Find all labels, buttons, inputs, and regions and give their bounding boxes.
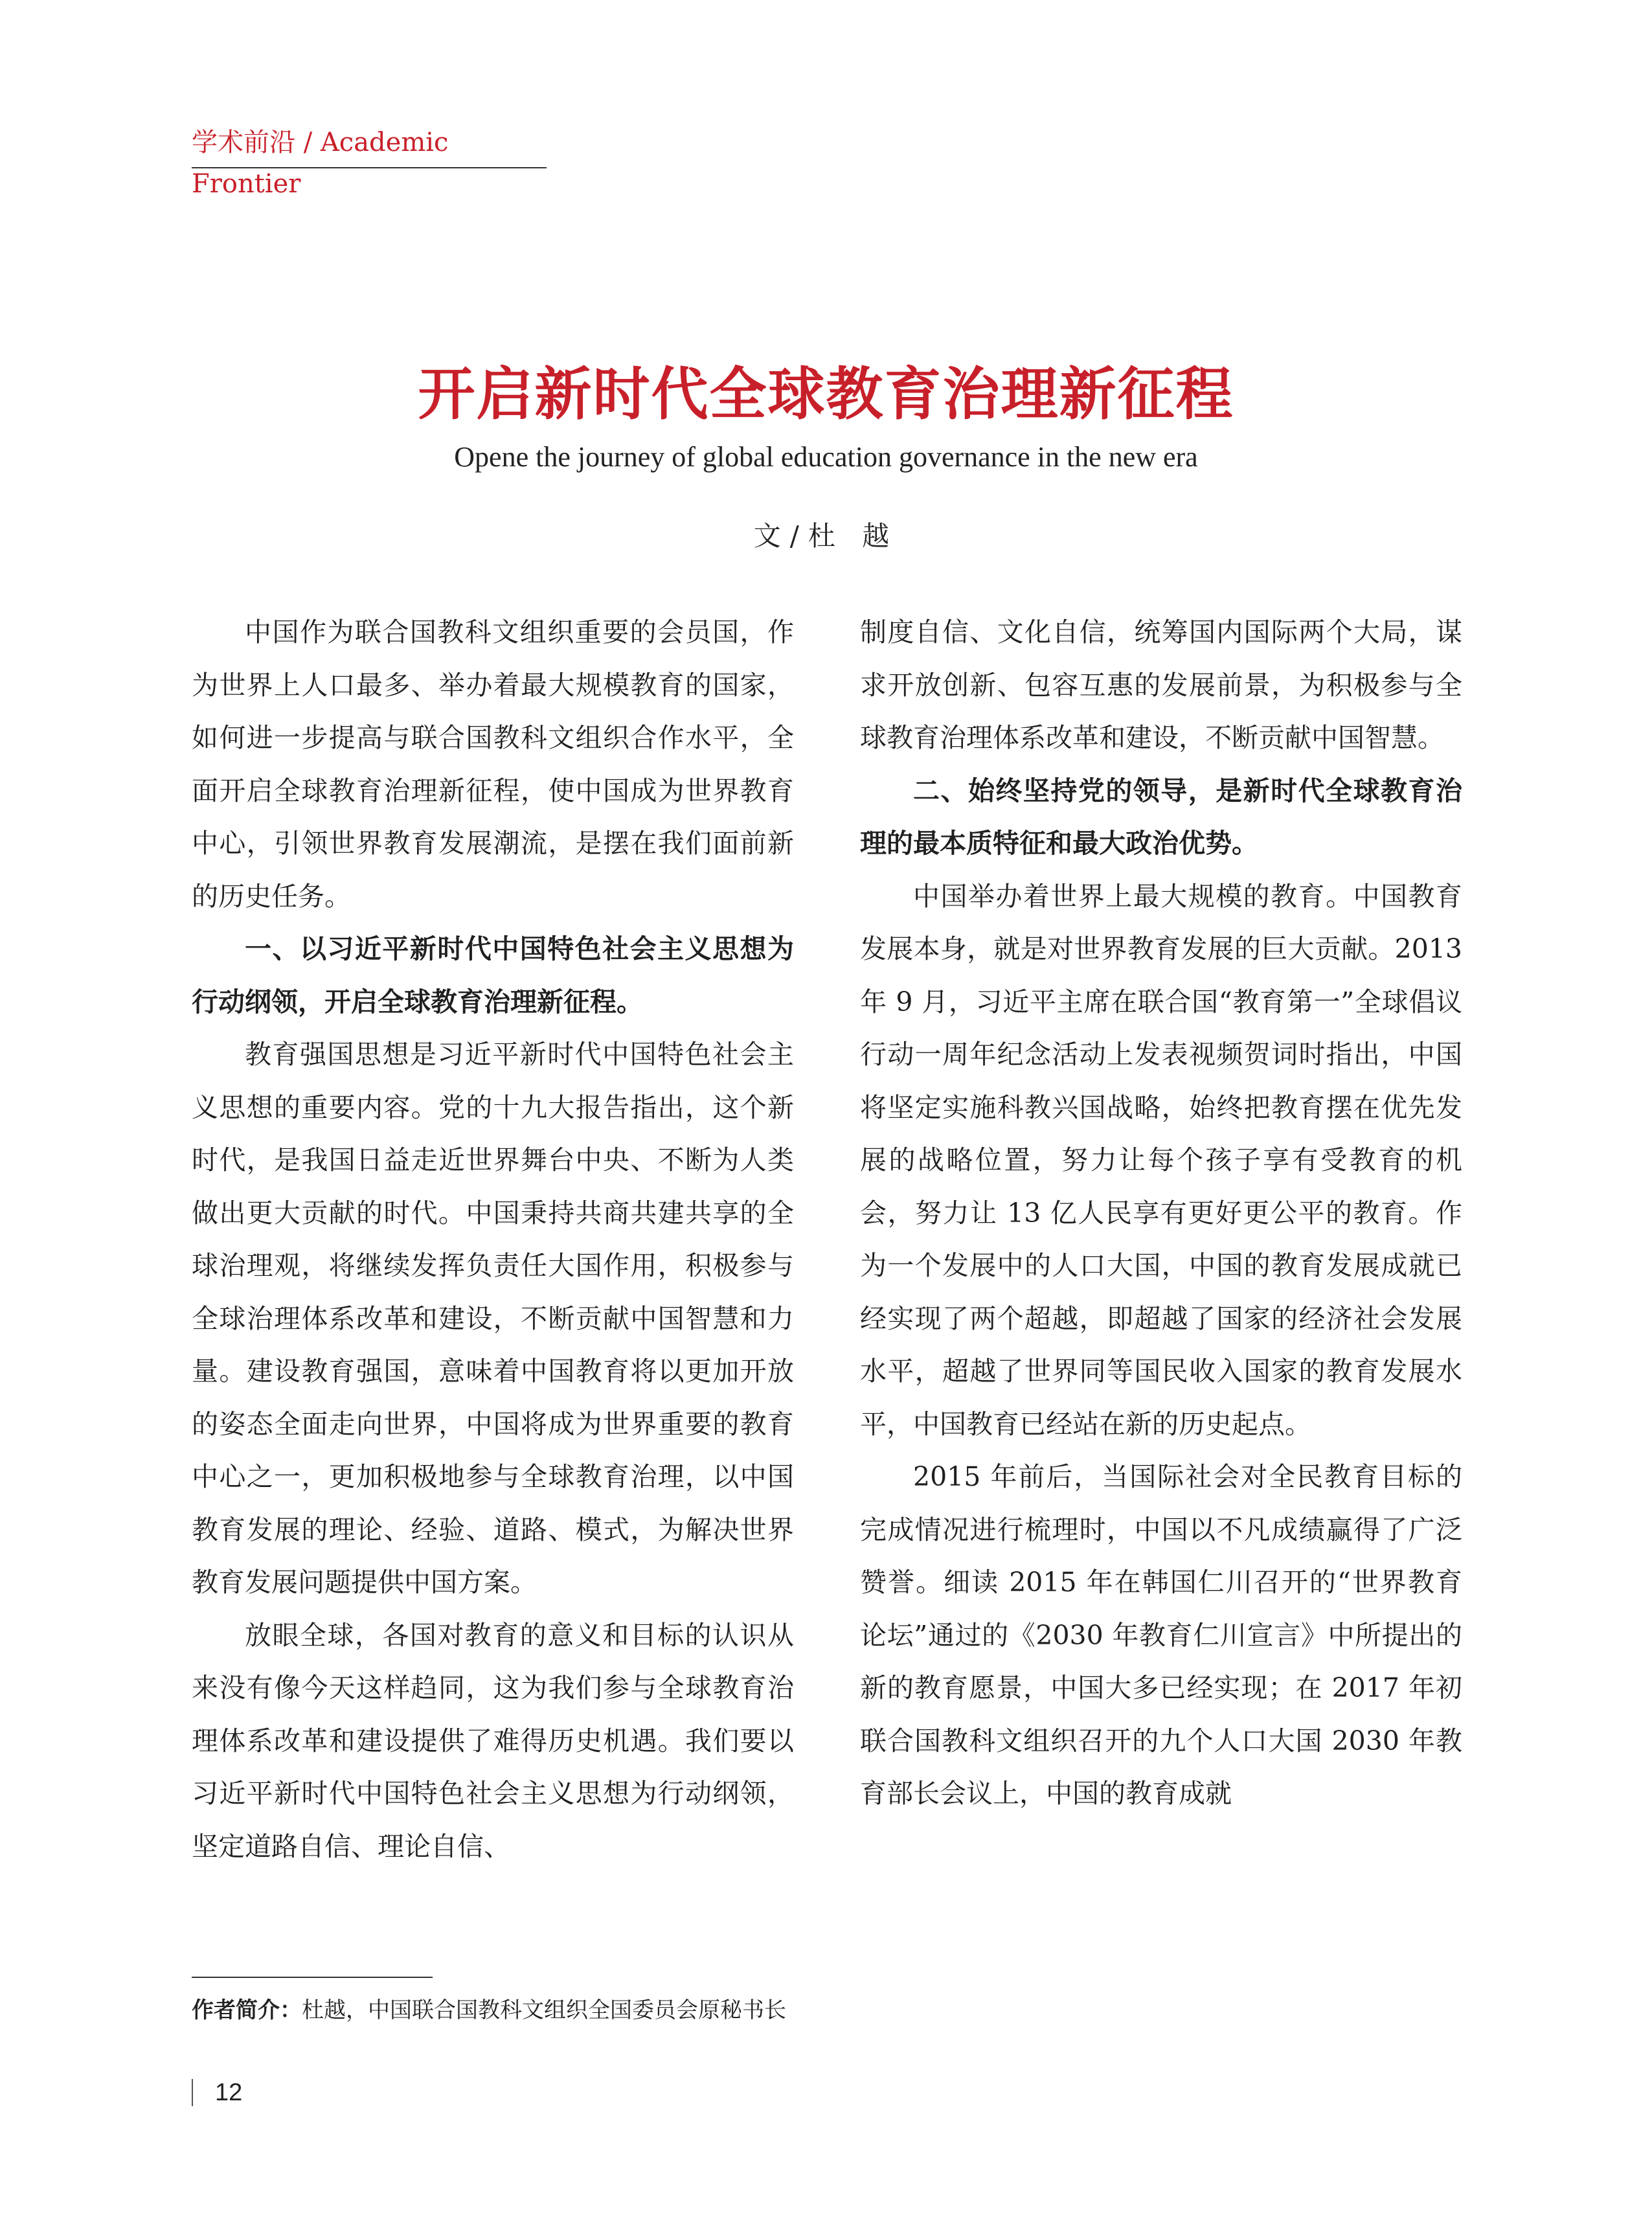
section-header: 学术前沿 / Academic Frontier (192, 128, 449, 199)
footnote-label: 作者简介： (192, 1997, 302, 2023)
paragraph: 2015 年前后，当国际社会对全民教育目标的完成情况进行梳理时，中国以不凡成绩赢得了广泛赞誉。细读 2015 年在韩国仁川召开的“世界教育论坛”通过的《2030 年教育仁川宣言》中所提出的新的教育愿景，中国大多已经实现；在 2017 年初联合国教科文组织召开的九个人口大国 2030 年教育部长会议上，中国的教育成就 (860, 1461, 1462, 1809)
header-rule (192, 167, 547, 168)
page-number-bar (192, 2079, 193, 2106)
paragraph-continued: 制度自信、文化自信，统筹国内国际两个大局，谋求开放创新、包容互惠的发展前景，为积极参与全球教育治理体系改革和建设，不断贡献中国智慧。 (860, 617, 1462, 753)
left-column (192, 606, 794, 1966)
paragraph: 教育强国思想是习近平新时代中国特色社会主义思想的重要内容。党的十九大报告指出，这个新时代，是我国日益走近世界舞台中央、不断为人类做出更大贡献的时代。中国秉持共商共建共享的全球治理观，将继续发挥负责任大国作用，积极参与全球治理体系改革和建设，不断贡献中国智慧和力量。建设教育强国，意味着中国教育将以更加开放的姿态全面走向世界，中国将成为世界重要的教育中心之一，更加积极地参与全球教育治理，以中国教育发展的理论、经验、道路、模式，为解决世界教育发展问题提供中国方案。 (192, 1039, 794, 1598)
author-footnote (192, 1991, 1293, 2030)
page-number: 12 (215, 2079, 243, 2106)
article-title: 开启新时代全球教育治理新征程 (418, 360, 1234, 427)
article-subtitle: Opene the journey of global education governance in the new era (454, 441, 1198, 473)
article-byline: 文/杜 越 (753, 520, 899, 552)
section-heading-1: 一、以习近平新时代中国特色社会主义思想为行动纲领，开启全球教育治理新征程。 (192, 933, 794, 1017)
footnote-text: 杜越，中国联合国教科文组织全国委员会原秘书长 (302, 1997, 786, 2023)
right-column (860, 606, 1462, 1966)
paragraph: 放眼全球，各国对教育的意义和目标的认识从来没有像今天这样趋同，这为我们参与全球教育治理体系改革和建设提供了难得历史机遇。我们要以习近平新时代中国特色社会主义思想为行动纲领，坚定道路自信、理论自信、 (192, 1619, 794, 1862)
paragraph: 中国举办着世界上最大规模的教育。中国教育发展本身，就是对世界教育发展的巨大贡献。2013 年 9 月，习近平主席在联合国“教育第一”全球倡议行动一周年纪念活动上发表视频贺词时指出，中国将坚定实施科教兴国战略，始终把教育摆在优先发展的战略位置，努力让每个孩子享有受教育的机会，努力让 13 亿人民享有更好更公平的教育。作为一个发展中的人口大国，中国的教育发展成就已经实现了两个超越，即超越了国家的经济社会发展水平，超越了世界同等国民收入国家的教育发展水平，中国教育已经站在新的历史起点。 (860, 880, 1462, 1440)
paragraph: 中国作为联合国教科文组织重要的会员国，作为世界上人口最多、举办着最大规模教育的国家，如何进一步提高与联合国教科文组织合作水平，全面开启全球教育治理新征程，使中国成为世界教育中心，引领世界教育发展潮流，是摆在我们面前新的历史任务。 (192, 617, 794, 912)
section-heading-2: 二、始终坚持党的领导，是新时代全球教育治理的最本质特征和最大政治优势。 (860, 775, 1462, 859)
footnote-rule (192, 1977, 433, 1978)
